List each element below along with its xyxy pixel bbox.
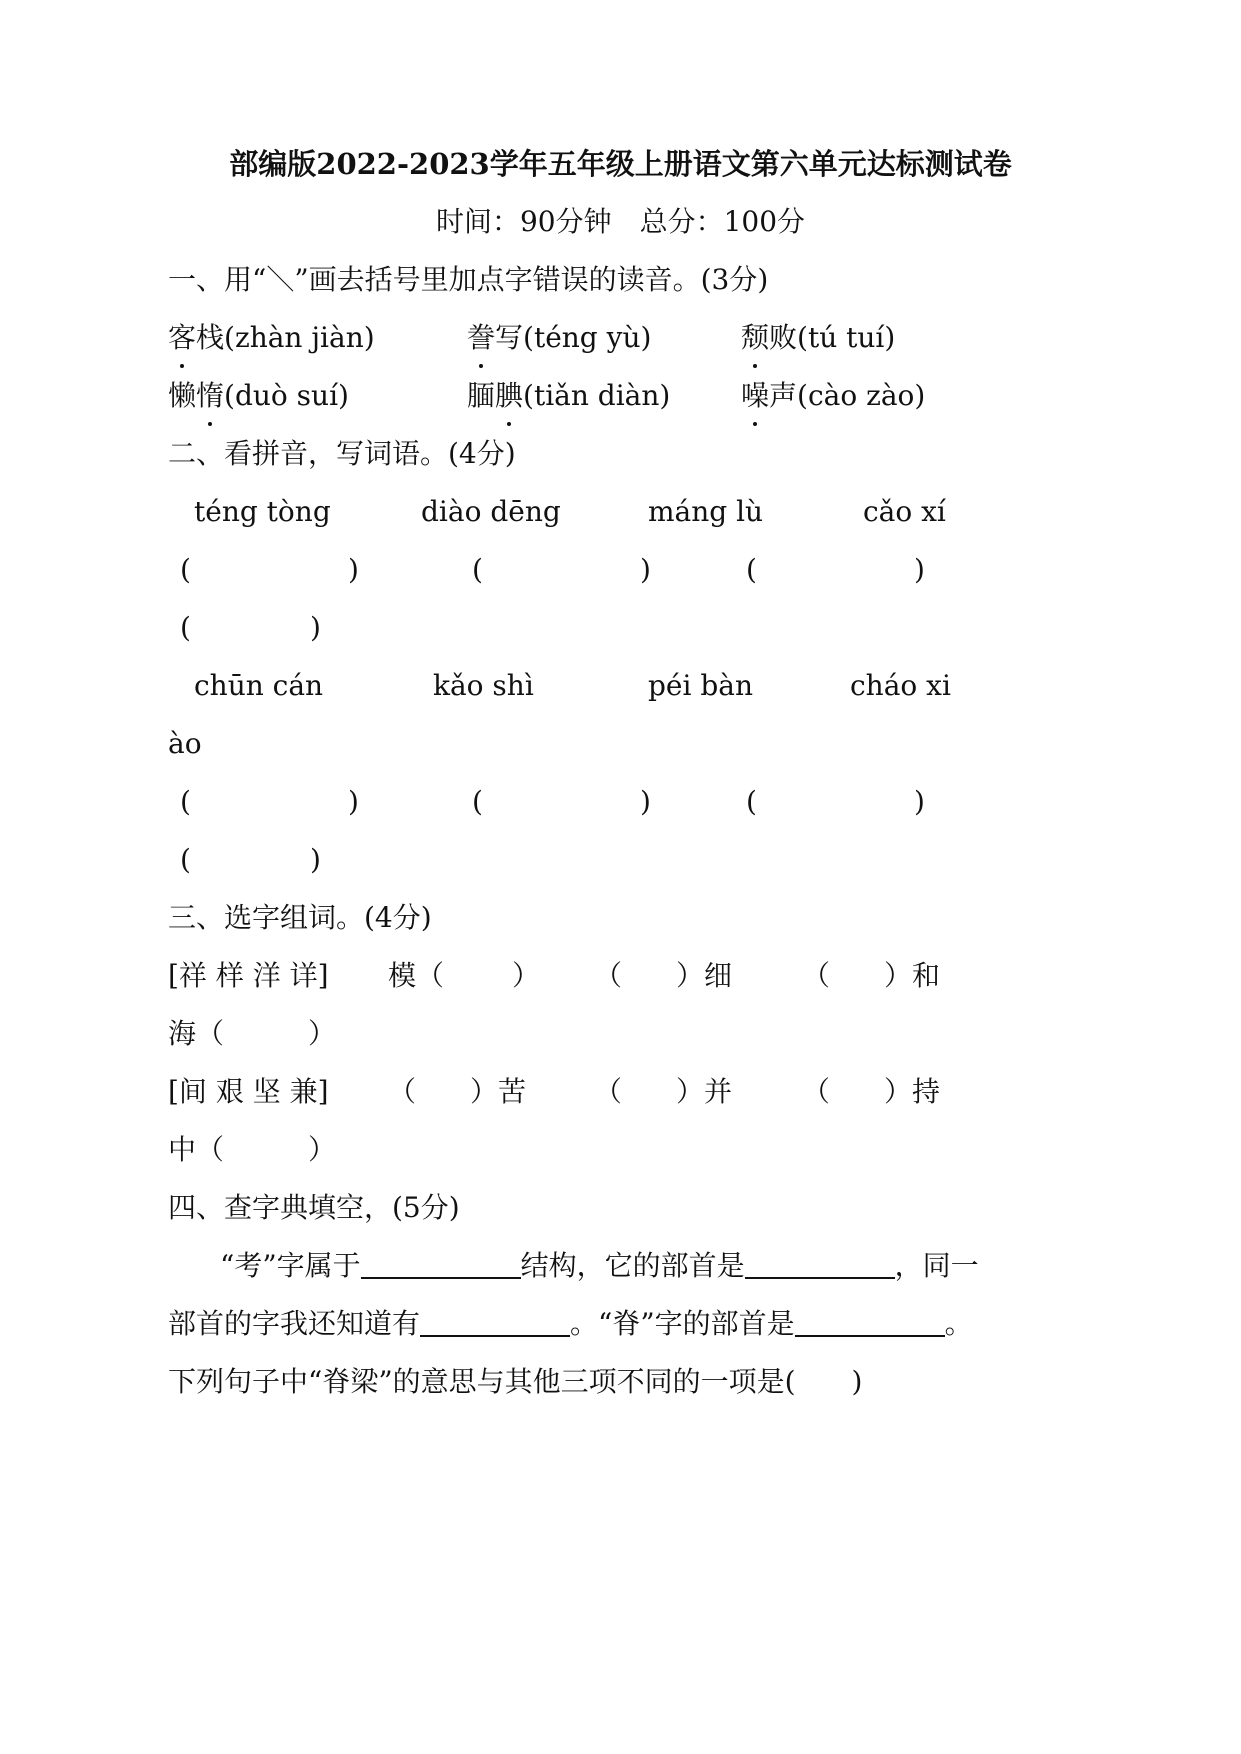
pinyin-item: máng lù	[648, 495, 764, 528]
paren-open: (	[746, 785, 757, 818]
word-part: ）和	[884, 959, 941, 992]
word-wrap: 海（ ）	[168, 1017, 337, 1050]
paren-close: )	[310, 611, 321, 644]
word-part: ）苦	[470, 1075, 527, 1108]
exam-title: 部编版2022-2023学年五年级上册语文第六单元达标测试卷	[229, 147, 1012, 181]
q2-heading: 二、看拼音，写词语。(4分)	[168, 437, 516, 470]
paren-close: )	[310, 843, 321, 876]
dotted-char: 腆	[495, 378, 523, 414]
paren-open: (	[180, 553, 191, 586]
q4-heading: 四、查字典填空，(5分)	[168, 1191, 460, 1224]
dotted-char: 惰	[196, 378, 224, 414]
pinyin-item: chūn cán	[194, 669, 324, 702]
q1-item-4: 懒惰 (duò suí)	[168, 378, 349, 414]
q1-item-1: 客 栈(zhàn jiàn)	[168, 320, 375, 356]
word-part: （	[802, 1075, 831, 1108]
q1-item-2: 誊 写(téng yù)	[467, 320, 651, 356]
q1-item-6: 噪 声(cào zào)	[741, 378, 925, 414]
answer-blank[interactable]	[795, 1307, 945, 1337]
q1-item-5: 腼腆 (tiǎn diàn)	[467, 378, 670, 414]
pinyin-item: téng tòng	[194, 495, 331, 528]
word-part: ）持	[884, 1075, 941, 1108]
word-part: （	[388, 1075, 417, 1108]
paren-open: (	[472, 785, 483, 818]
exam-subtitle: 时间：90分钟 总分：100分	[435, 205, 806, 238]
paren-open: (	[180, 785, 191, 818]
paren-close: )	[640, 553, 651, 586]
answer-blank[interactable]	[420, 1307, 570, 1337]
pinyin-item: diào dēng	[421, 495, 561, 528]
char-group: [间 艰 坚 兼]	[168, 1075, 329, 1108]
q4-line-2: 部首的字我还知道有 。“脊”字的部首是 。	[168, 1307, 973, 1340]
q1-heading: 一、用“＼”画去括号里加点字错误的读音。(3分)	[168, 263, 769, 296]
word-part: （	[802, 959, 831, 992]
paren-open: (	[180, 843, 191, 876]
paren-close: )	[640, 785, 651, 818]
dotted-char: 客	[168, 320, 196, 356]
q4-line-3: 下列句子中“脊梁”的意思与其他三项不同的一项是( )	[168, 1365, 863, 1398]
q1-item-3: 颓 败(tú tuí)	[741, 320, 895, 356]
dotted-char: 誊	[467, 320, 495, 356]
paren-open: (	[180, 611, 191, 644]
q3-heading: 三、选字组词。(4分)	[168, 901, 432, 934]
paren-close: )	[348, 785, 359, 818]
pinyin-wrap: ào	[168, 727, 202, 760]
pinyin-item: péi bàn	[648, 669, 753, 702]
q4-line-1: “考”字属于 结构，它的部首是 ，同一	[220, 1249, 979, 1282]
paren-close: )	[914, 553, 925, 586]
word-part: （	[594, 959, 623, 992]
pinyin-item: kǎo shì	[433, 669, 534, 702]
word-part: ）并	[676, 1075, 733, 1108]
word-part: ）细	[676, 959, 733, 992]
answer-blank[interactable]	[361, 1249, 521, 1279]
word-part: ）	[512, 959, 541, 992]
paren-close: )	[914, 785, 925, 818]
word-part: 模（	[388, 959, 445, 992]
pinyin-item: cǎo xí	[863, 495, 946, 528]
pinyin-item: cháo xi	[850, 669, 951, 702]
answer-blank[interactable]	[745, 1249, 895, 1279]
paren-close: )	[348, 553, 359, 586]
dotted-char: 颓	[741, 320, 769, 356]
dotted-char: 噪	[741, 378, 769, 414]
paren-open: (	[746, 553, 757, 586]
word-part: （	[594, 1075, 623, 1108]
paren-open: (	[472, 553, 483, 586]
char-group: [祥 样 洋 详]	[168, 959, 329, 992]
word-wrap: 中（ ）	[168, 1133, 337, 1166]
